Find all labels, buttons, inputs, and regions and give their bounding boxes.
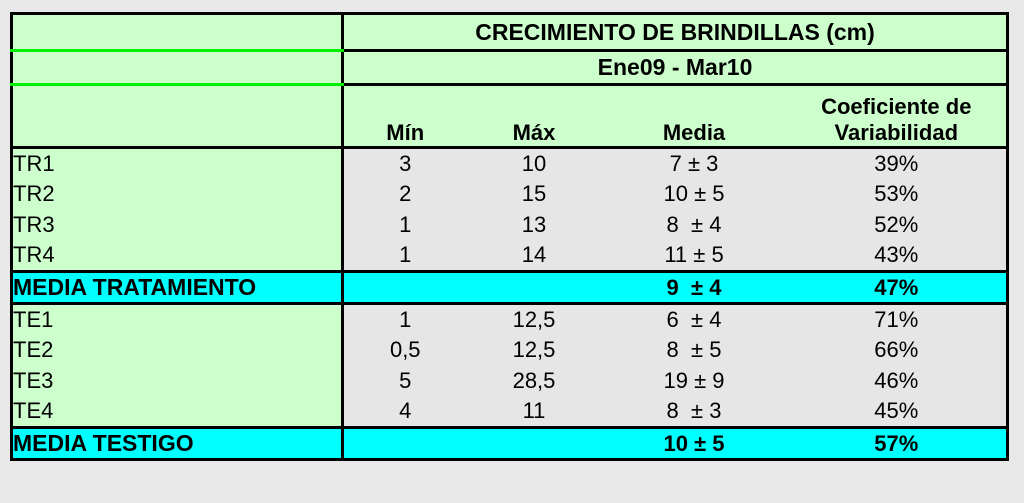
cell-min: 4 bbox=[343, 397, 467, 428]
cell-max: 14 bbox=[467, 241, 602, 272]
cell-cv: 52% bbox=[787, 210, 1008, 241]
column-header-max: Máx bbox=[467, 85, 602, 148]
cell-max: 15 bbox=[467, 179, 602, 210]
cell-max: 12,5 bbox=[467, 304, 602, 335]
table-row-tr3 bbox=[12, 210, 1008, 241]
cell-cv: 47% bbox=[787, 272, 1008, 304]
table-row-te3 bbox=[12, 366, 1008, 397]
summary-label: MEDIA TRATAMIENTO bbox=[12, 272, 343, 304]
row-label: TR1 bbox=[12, 148, 343, 179]
row-label: TE3 bbox=[12, 366, 343, 397]
table-row-te2 bbox=[12, 335, 1008, 366]
cell-min: 0,5 bbox=[343, 335, 467, 366]
cell-min-empty bbox=[343, 428, 467, 460]
row-label: TR3 bbox=[12, 210, 343, 241]
cell-max: 11 bbox=[467, 397, 602, 428]
corner-cell bbox=[12, 85, 343, 148]
cell-cv: 71% bbox=[787, 304, 1008, 335]
table-row-columns bbox=[12, 85, 1008, 148]
cell-min: 1 bbox=[343, 210, 467, 241]
cell-max-empty bbox=[467, 272, 602, 304]
table-row-title bbox=[12, 14, 1008, 51]
growth-table bbox=[10, 12, 1009, 461]
row-label: TE2 bbox=[12, 335, 343, 366]
cell-cv: 43% bbox=[787, 241, 1008, 272]
cell-media: 8 ± 4 bbox=[602, 210, 787, 241]
cell-min: 1 bbox=[343, 304, 467, 335]
corner-cell bbox=[12, 14, 343, 51]
cell-cv: 66% bbox=[787, 335, 1008, 366]
cell-media: 9 ± 4 bbox=[602, 272, 787, 304]
cell-min: 2 bbox=[343, 179, 467, 210]
row-label: TR2 bbox=[12, 179, 343, 210]
cell-min: 5 bbox=[343, 366, 467, 397]
cell-cv: 57% bbox=[787, 428, 1008, 460]
corner-cell bbox=[12, 51, 343, 85]
cell-media: 8 ± 3 bbox=[602, 397, 787, 428]
cell-min: 3 bbox=[343, 148, 467, 179]
cell-media: 11 ± 5 bbox=[602, 241, 787, 272]
cell-max: 10 bbox=[467, 148, 602, 179]
summary-label: MEDIA TESTIGO bbox=[12, 428, 343, 460]
cell-media: 6 ± 4 bbox=[602, 304, 787, 335]
cell-max: 12,5 bbox=[467, 335, 602, 366]
cell-media: 19 ± 9 bbox=[602, 366, 787, 397]
cell-min: 1 bbox=[343, 241, 467, 272]
table-row-te4 bbox=[12, 397, 1008, 428]
table-row-period bbox=[12, 51, 1008, 85]
column-header-media: Media bbox=[602, 85, 787, 148]
cell-cv: 39% bbox=[787, 148, 1008, 179]
cell-cv: 46% bbox=[787, 366, 1008, 397]
cell-cv: 53% bbox=[787, 179, 1008, 210]
table-period: Ene09 - Mar10 bbox=[343, 51, 1008, 85]
table-row-tr2 bbox=[12, 179, 1008, 210]
growth-table-container bbox=[10, 12, 1009, 461]
cell-max: 28,5 bbox=[467, 366, 602, 397]
cell-media: 7 ± 3 bbox=[602, 148, 787, 179]
cell-max-empty bbox=[467, 428, 602, 460]
cell-media: 8 ± 5 bbox=[602, 335, 787, 366]
row-label: TE1 bbox=[12, 304, 343, 335]
row-label: TE4 bbox=[12, 397, 343, 428]
row-label: TR4 bbox=[12, 241, 343, 272]
table-row-tr1 bbox=[12, 148, 1008, 179]
column-header-cv: Coeficiente de Variabilidad bbox=[787, 85, 1008, 148]
cell-cv: 45% bbox=[787, 397, 1008, 428]
table-title: CRECIMIENTO DE BRINDILLAS (cm) bbox=[343, 14, 1008, 51]
cell-max: 13 bbox=[467, 210, 602, 241]
cell-media: 10 ± 5 bbox=[602, 428, 787, 460]
cell-min-empty bbox=[343, 272, 467, 304]
column-header-min: Mín bbox=[343, 85, 467, 148]
table-row-te1 bbox=[12, 304, 1008, 335]
table-row-tr4 bbox=[12, 241, 1008, 272]
cell-media: 10 ± 5 bbox=[602, 179, 787, 210]
table-row-media-testigo bbox=[12, 428, 1008, 460]
table-row-media-tratamiento bbox=[12, 272, 1008, 304]
